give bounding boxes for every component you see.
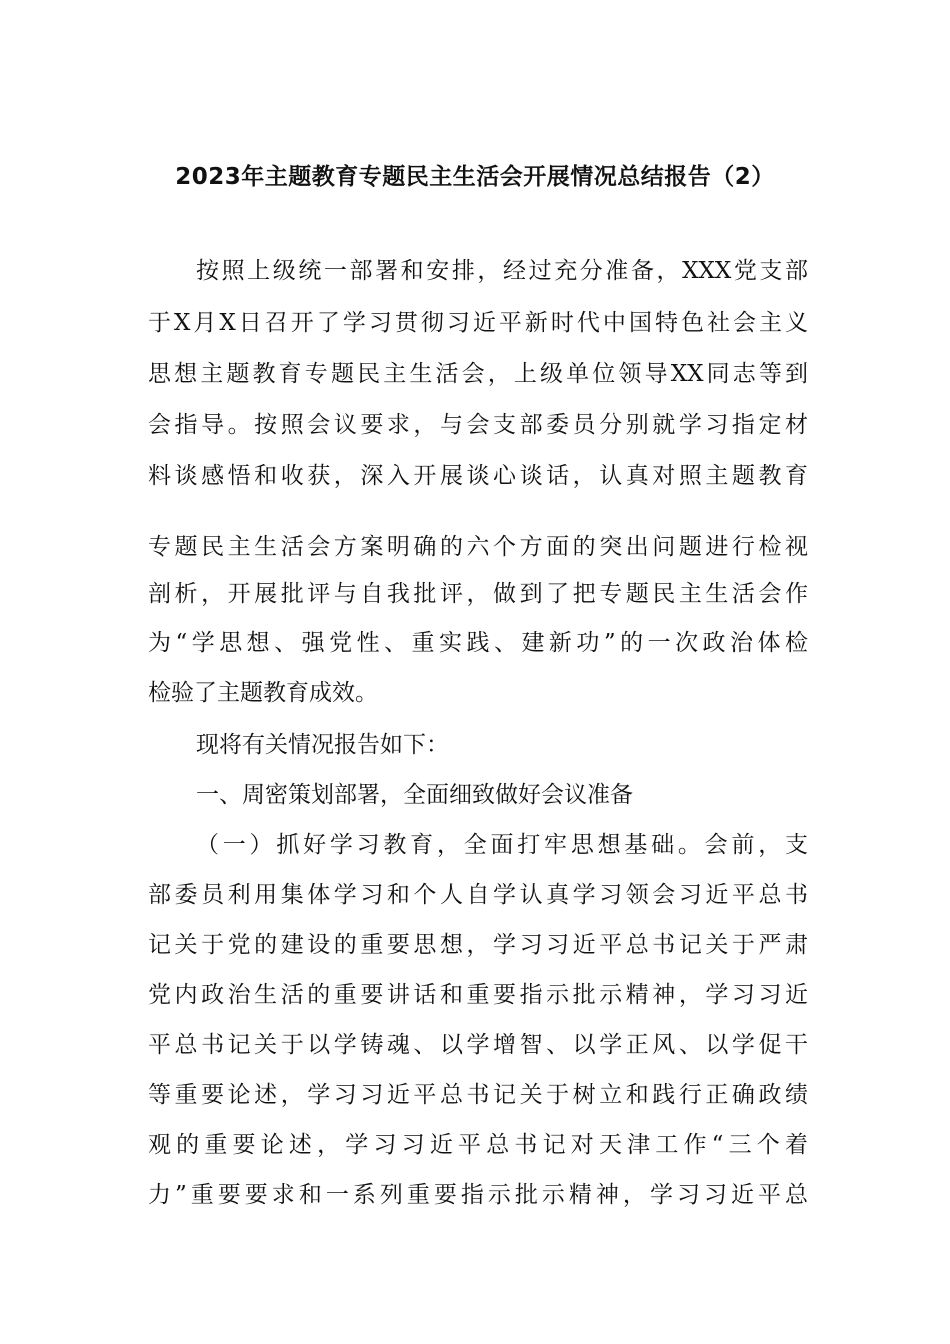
section-heading: 一、周密策划部署，全面细致做好会议准备: [196, 782, 633, 808]
paragraph-line: 为“学思想、强党性、重实践、建新功”的一次政治体检: [148, 630, 808, 656]
paragraph-line: 力”重要要求和一系列重要指示批示精神，学习习近平总: [148, 1182, 808, 1208]
paragraph-line: 料谈感悟和收获，深入开展谈心谈话，认真对照主题教育: [148, 463, 808, 489]
paragraph-line: 检验了主题教育成效。: [148, 680, 378, 706]
paragraph-line: 剖析，开展批评与自我批评，做到了把专题民主生活会作: [148, 581, 808, 607]
paragraph-line: 平总书记关于以学铸魂、以学增智、以学正风、以学促干: [148, 1032, 808, 1058]
paragraph-line: 专题民主生活会方案明确的六个方面的突出问题进行检视: [148, 534, 808, 560]
paragraph-line: 记关于党的建设的重要思想，学习习近平总书记关于严肃: [148, 932, 808, 958]
paragraph-line: 现将有关情况报告如下：: [196, 732, 449, 758]
paragraph-line: 会指导。按照会议要求，与会支部委员分别就学习指定材: [148, 412, 808, 438]
paragraph-line: 等重要论述，学习习近平总书记关于树立和践行正确政绩: [148, 1082, 808, 1108]
paragraph-line: 部委员利用集体学习和个人自学认真学习领会习近平总书: [148, 882, 808, 908]
paragraph-line: （一）抓好学习教育，全面打牢思想基础。会前，支: [196, 832, 808, 858]
document-title: 2023年主题教育专题民主生活会开展情况总结报告（2）: [175, 164, 775, 190]
paragraph-line: 于X月X日召开了学习贯彻习近平新时代中国特色社会主义: [148, 310, 808, 336]
paragraph-line: 观的重要论述，学习习近平总书记对天津工作“三个着: [148, 1132, 808, 1158]
paragraph-line: 思想主题教育专题民主生活会，上级单位领导XX同志等到: [148, 361, 808, 387]
paragraph-line: 按照上级统一部署和安排，经过充分准备，XXX党支部: [196, 258, 808, 284]
paragraph-line: 党内政治生活的重要讲话和重要指示批示精神，学习习近: [148, 982, 808, 1008]
